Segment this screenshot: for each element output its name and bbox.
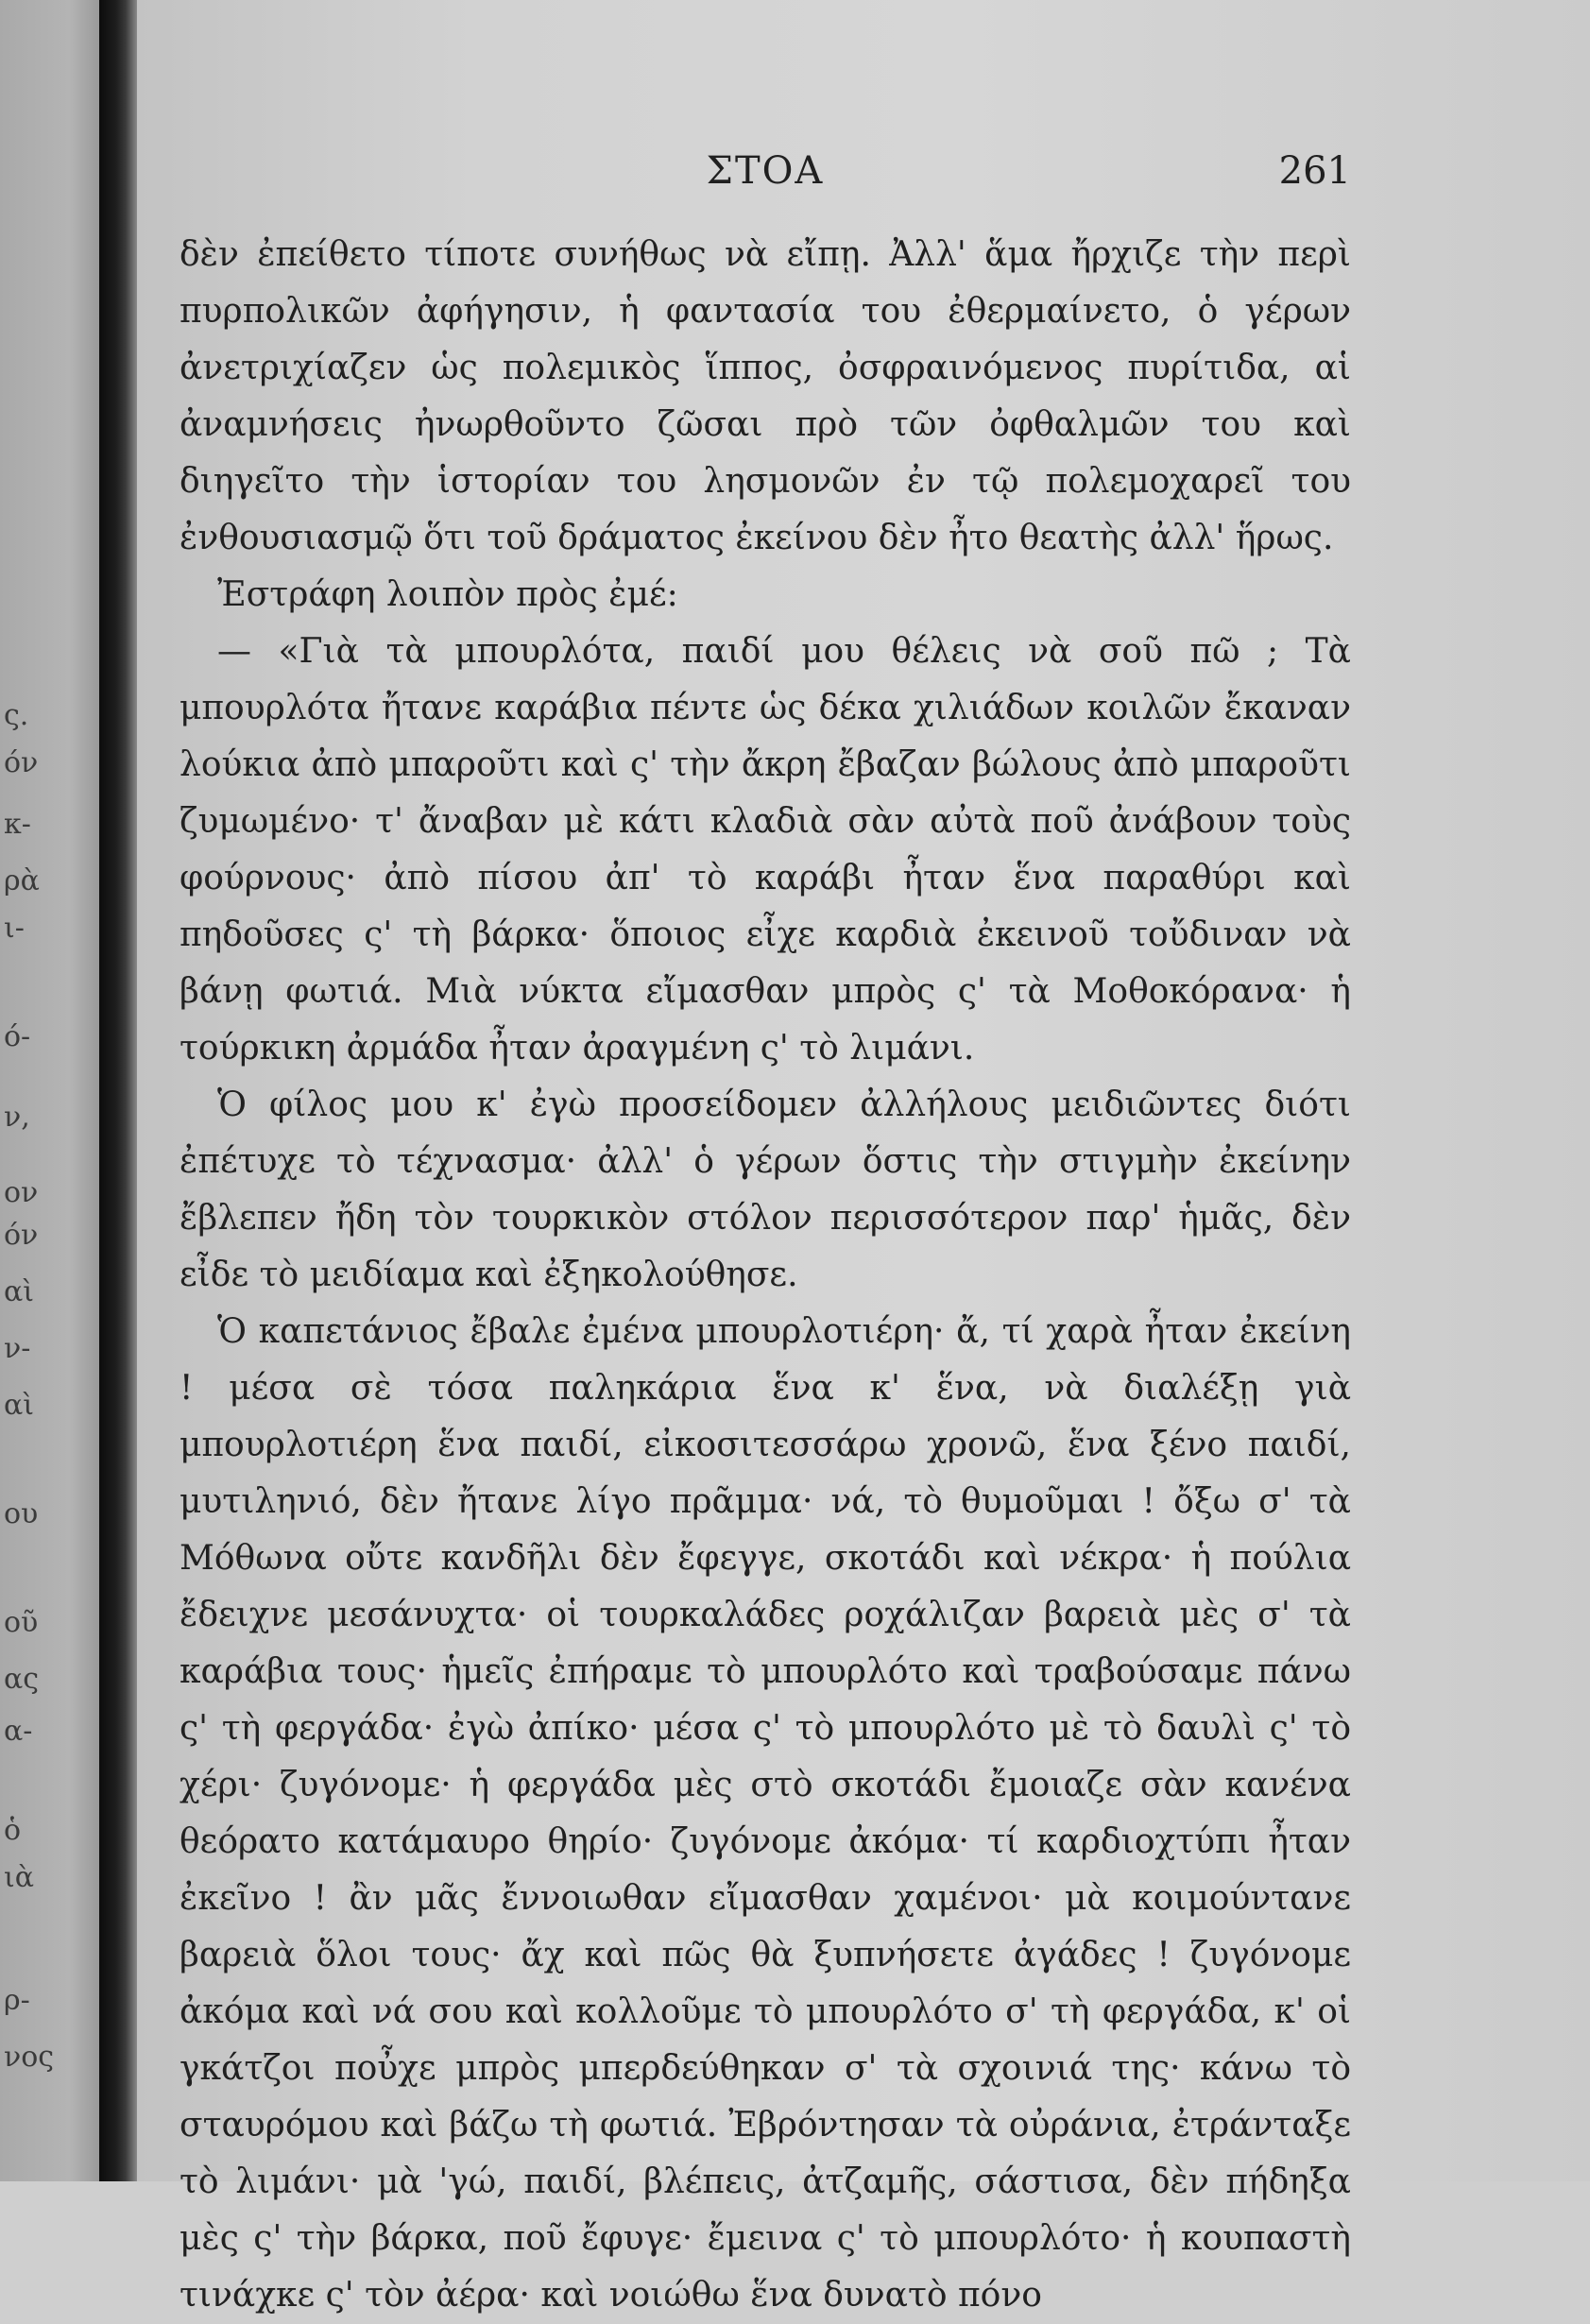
prev-fragment: ν- xyxy=(4,1332,31,1365)
paragraph: — «Γιὰ τὰ μπουρλότα, παιδί μου θέλεις νὰ σοῦ πῶ ; Τὰ μπουρλότα ἤτανε καράβια πέντε ὡς δέκα χιλιάδων κοιλῶν ἔκαναν λούκια ἀπὸ μπαροῦτι καὶ ς' τὴν ἄκρη ἔβαζαν βώλους ἀπὸ μπαροῦτι ζυμωμένο· τ' ἄναβαν μὲ κάτι κλαδιὰ σὰν αὐτὰ ποῦ ἀνάβουν τοὺς φούρνους· ἀπὸ πίσου ἀπ' τὸ καράβι ἦταν ἕνα παραθύρι καὶ πηδοῦσες ς' τὴ βάρκα· ὅποιος εἶχε καρδιὰ ἐκεινοῦ τοὔδιναν νὰ βάνῃ φωτιά. Μιὰ νύκτα εἴμασθαν μπρὸς ς' τὰ Μοθοκόρανα· ἡ τούρκικη ἀρμάδα ἦταν ἀραγμένη ς' τὸ λιμάνι. xyxy=(180,632,1351,1068)
book-gutter xyxy=(99,0,137,2181)
prev-fragment: α- xyxy=(4,1715,33,1748)
paragraph: δὲν ἐπείθετο τίποτε συνήθως νὰ εἴπῃ. Ἀλλ' ἅμα ἤρχιζε τὴν περὶ πυρπολικῶν ἀφήγησιν, ἡ φαντασία του ἐθερμαίνετο, ὁ γέρων ἀνετριχίαζεν ὡς πολεμικὸς ἵππος, ὀσφραινόμενος πυρίτιδα, αἱ ἀναμνήσεις ἠνωρθοῦντο ζῶσαι πρὸ τῶν ὀφθαλμῶν του καὶ διηγεῖτο τὴν ἱστορίαν του λησμονῶν ἐν τῷ πολεμοχαρεῖ του ἐνθουσιασμῷ ὅτι τοῦ δράματος ἐκείνου δὲν ἦτο θεατὴς ἀλλ' ἥρως. xyxy=(180,235,1351,557)
prev-fragment: ι- xyxy=(4,912,25,945)
prev-fragment: αὶ xyxy=(4,1275,35,1308)
running-title: ΣΤΟΑ xyxy=(706,149,825,193)
page-number: 261 xyxy=(1278,149,1351,193)
prev-fragment: αὶ xyxy=(4,1389,35,1422)
book-page xyxy=(180,142,1351,2324)
prev-fragment: ρὰ xyxy=(4,864,40,897)
prev-fragment: όν xyxy=(4,746,39,779)
prev-fragment: ς. xyxy=(4,699,29,732)
prev-fragment: όν xyxy=(4,1219,39,1252)
prev-fragment: οῦ xyxy=(4,1606,39,1639)
prev-fragment: ό- xyxy=(4,1020,31,1053)
prev-fragment: κ- xyxy=(4,808,31,841)
page-header xyxy=(180,142,1351,208)
page-body xyxy=(180,227,1351,2324)
prev-fragment: ας xyxy=(4,1663,40,1696)
prev-fragment: ν, xyxy=(4,1101,30,1134)
paragraph: Ὁ καπετάνιος ἔβαλε ἐμένα μπουρλοτιέρη· ἄ, τί χαρὰ ἦταν ἐκείνη ! μέσα σὲ τόσα παληκάρια ἕνα κ' ἕνα, νὰ διαλέξῃ γιὰ μπουρλοτιέρη ἕνα παιδί, εἰκοσιτεσσάρω χρονῶ, ἕνα ξένο παιδί, μυτιληνιό, δὲν ἤτανε λίγο πρᾶμμα· νά, τὸ θυμοῦμαι ! ὄξω σ' τὰ Μόθωνα οὔτε κανδῆλι δὲν ἔφεγγε, σκοτάδι καὶ νέκρα· ἡ πούλια ἔδειχνε μεσάνυχτα· οἱ τουρκαλάδες ροχάλιζαν βαρειὰ μὲς σ' τὰ καράβια τους· ἡμεῖς ἐπήραμε τὸ μπουρλότο καὶ τραβούσαμε πάνω ς' τὴ φεργάδα· ἐγὼ ἀπίκο· μέσα ς' τὸ μπουρλότο μὲ τὸ δαυλὶ ς' τὸ χέρι· ζυγόνομε· ἡ φεργάδα μὲς στὸ σκοτάδι ἔμοιαζε σὰν κανένα θεόρατο κατάμαυρο θηρίο· ζυγόνομε ἀκόμα· τί καρδιοχτύπι ἦταν ἐκεῖνο ! ἂν μᾶς ἔννοιωθαν εἴμασθαν χαμένοι· μὰ κοιμούντανε βαρειὰ ὅλοι τους· ἄχ καὶ πῶς θὰ ξυπνήσετε ἀγάδες ! ζυγόνομε ἀκόμα καὶ νά σου καὶ κολλοῦμε τὸ μπουρλότο σ' τὴ φεργάδα, κ' οἱ γκάτζοι ποὖχε μπρὸς μπερδεύθηκαν σ' τὰ σχοινιά της· κάνω τὸ σταυρόμου καὶ βάζω τὴ φωτιά. Ἐβρόντησαν τὰ οὐράνια, ἐτράνταξε τὸ λιμάνι· μὰ 'γώ, παιδί, βλέπεις, ἀτζαμῆς, σάστισα, δὲν πήδηξα μὲς ς' τὴν βάρκα, ποῦ ἔφυγε· ἔμεινα ς' τὸ μπουρλότο· ἡ κουπαστὴ τινάχκε ς' τὸν ἀέρα· καὶ νοιώθω ἕνα δυνατὸ πόνο xyxy=(180,1312,1351,2315)
prev-fragment: ὁ xyxy=(4,1814,22,1847)
paragraph: Ἐστράφη λοιπὸν πρὸς ἐμέ: xyxy=(217,575,678,614)
prev-fragment: ρ- xyxy=(4,1984,30,2017)
paragraph: Ὁ φίλος μου κ' ἐγὼ προσείδομεν ἀλλήλους μειδιῶντες διότι ἐπέτυχε τὸ τέχνασμα· ἀλλ' ὁ γέρων ὅστις τὴν στιγμὴν ἐκείνην ἔβλεπεν ἤδη τὸν τουρκικὸν στόλον περισσότερον παρ' ἡμᾶς, δὲν εἶδε τὸ μειδίαμα καὶ ἐξηκολούθησε. xyxy=(180,1085,1351,1294)
prev-fragment: ον xyxy=(4,1176,39,1209)
prev-fragment: νος xyxy=(4,2041,55,2074)
prev-fragment: ιὰ xyxy=(4,1861,35,1894)
previous-page-fragments xyxy=(0,0,99,2181)
prev-fragment: ου xyxy=(4,1497,39,1530)
